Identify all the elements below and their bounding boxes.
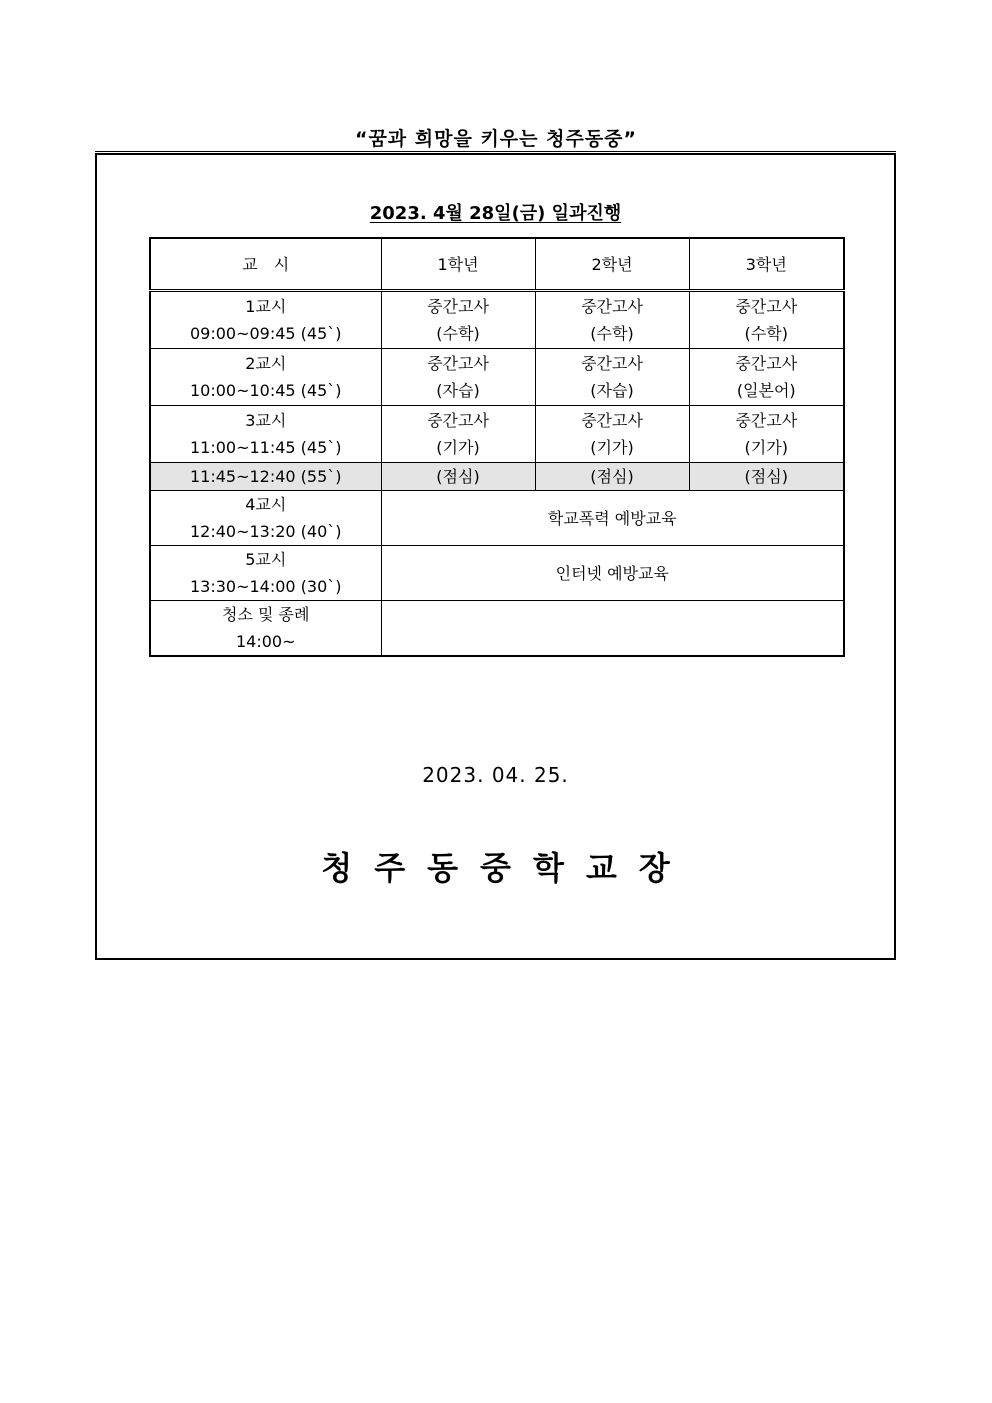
lunch-cell: (점심)	[381, 463, 535, 491]
period-cell: 4교시 12:40~13:20 (40`)	[150, 491, 381, 546]
motto-underline	[95, 151, 896, 152]
activity-cell: 인터넷 예방교육	[381, 546, 844, 601]
activity-cell	[381, 601, 844, 657]
table-row	[150, 491, 844, 546]
grade-cell: 중간고사 (기가)	[689, 406, 844, 463]
notice-frame	[95, 153, 896, 960]
schedule-heading: 2023. 4월 28일(금) 일과진행	[369, 203, 622, 224]
header-period: 교 시	[150, 238, 381, 291]
grade-cell: 중간고사 (자습)	[381, 349, 535, 406]
period-cell: 2교시 10:00~10:45 (45`)	[150, 349, 381, 406]
principal-signature: 청주동중학교장	[321, 849, 692, 887]
school-motto: “꿈과 희망을 키우는 청주동중”	[354, 128, 638, 150]
grade-cell: 중간고사 (기가)	[381, 406, 535, 463]
grade-cell: 중간고사 (일본어)	[689, 349, 844, 406]
table-row	[150, 291, 844, 349]
activity-cell: 학교폭력 예방교육	[381, 491, 844, 546]
table-row	[150, 349, 844, 406]
header-grade-3: 3학년	[689, 238, 844, 291]
lunch-cell: (점심)	[535, 463, 689, 491]
grade-cell: 중간고사 (수학)	[689, 291, 844, 349]
lunch-cell: (점심)	[689, 463, 844, 491]
issue-date: 2023. 04. 25.	[422, 763, 569, 787]
grade-cell: 중간고사 (기가)	[535, 406, 689, 463]
table-row	[150, 406, 844, 463]
grade-cell: 중간고사 (자습)	[535, 349, 689, 406]
table-row	[150, 546, 844, 601]
lunch-time: 11:45~12:40 (55`)	[150, 463, 381, 491]
header-grade-2: 2학년	[535, 238, 689, 291]
schedule-table	[149, 237, 845, 657]
period-cell: 5교시 13:30~14:00 (30`)	[150, 546, 381, 601]
table-row	[150, 601, 844, 657]
grade-cell: 중간고사 (수학)	[381, 291, 535, 349]
grade-cell: 중간고사 (수학)	[535, 291, 689, 349]
table-header-row	[150, 238, 844, 291]
period-cell: 청소 및 종례 14:00~	[150, 601, 381, 657]
period-cell: 1교시 09:00~09:45 (45`)	[150, 291, 381, 349]
header-grade-1: 1학년	[381, 238, 535, 291]
period-cell: 3교시 11:00~11:45 (45`)	[150, 406, 381, 463]
lunch-row	[150, 463, 844, 491]
